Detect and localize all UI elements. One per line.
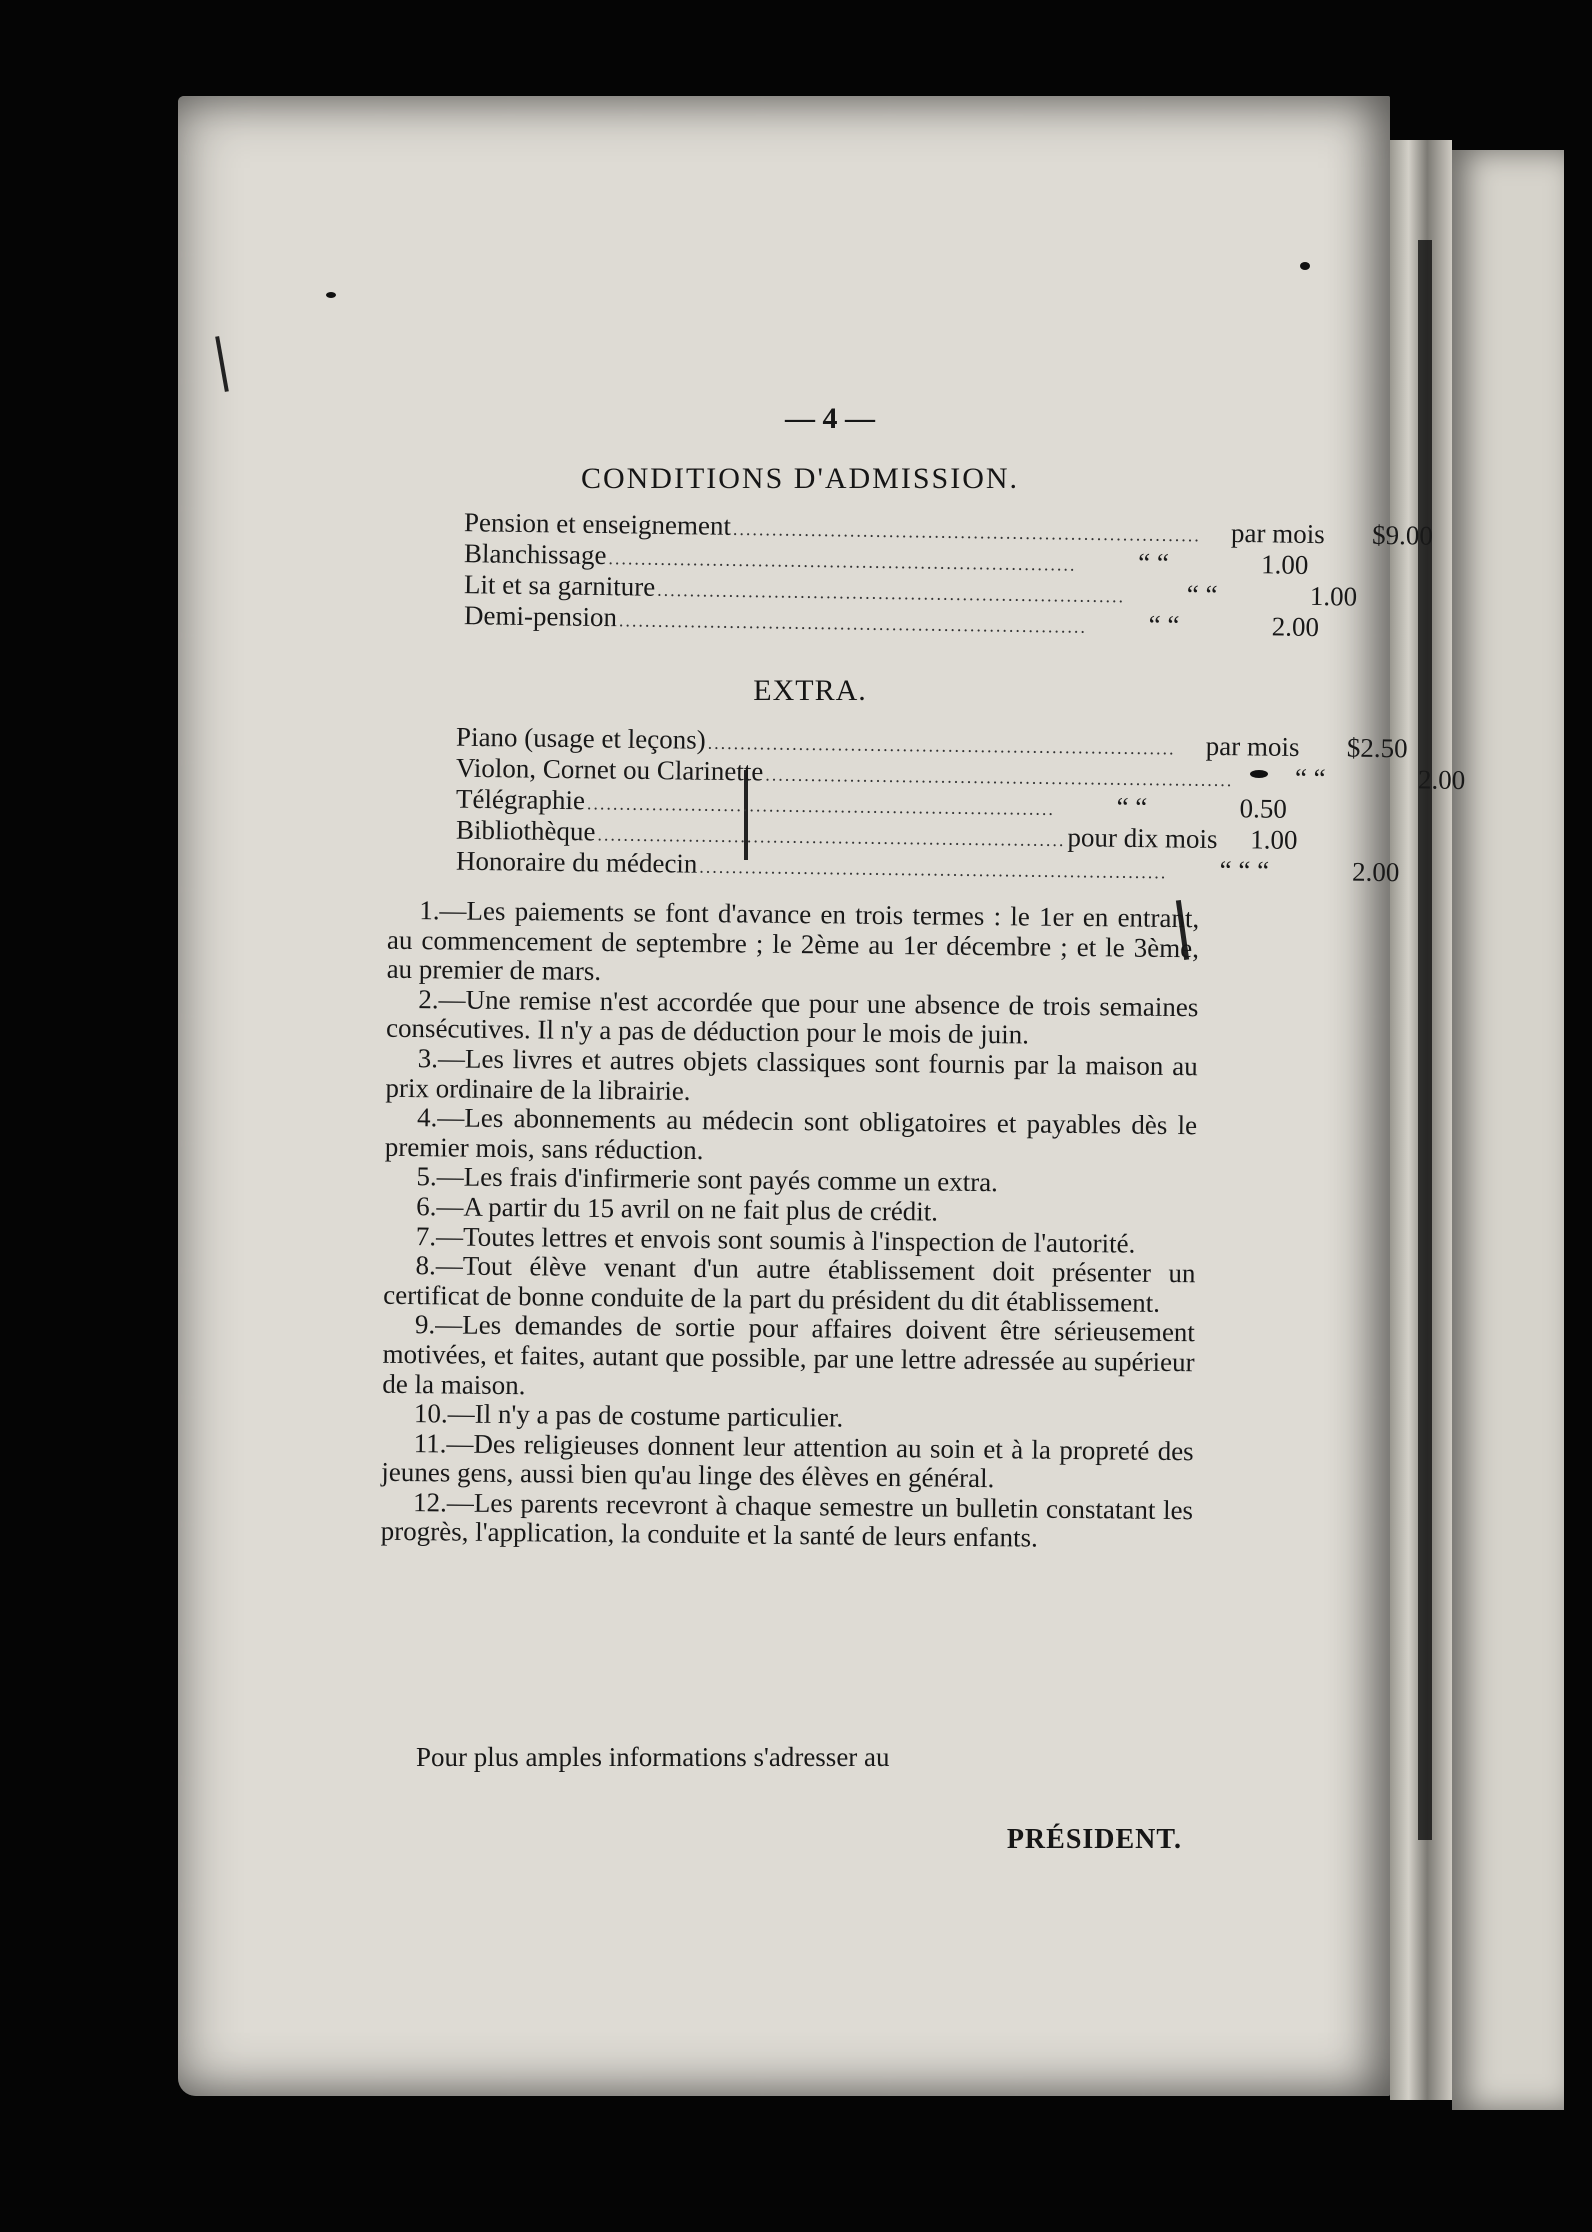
condition-item: 10.—Il n'y a pas de costume particulier. <box>413 1398 844 1433</box>
leader-dots: ........................................................................ <box>608 548 1077 575</box>
fee-period: “ “ <box>1294 762 1326 794</box>
condition-item: 2.—Une remise n'est accordée que pour une absence de trois semaines consécutives. Il n'y a pas de déduction pour le mois de juin. <box>385 983 1199 1050</box>
fee-label: Blanchissage <box>463 538 607 571</box>
closing-line: Pour plus amples informations s'adresser au <box>416 1742 890 1772</box>
condition-item: 3.—Les livres et autres objets classiques sont fournis par la maison au prix ordinaire de la librairie. <box>385 1043 1198 1106</box>
condition-item: 11.—Des religieuses donnent leur attention au soin et à la propreté des jeunes gens, aussi bien qu'au linge des élèves en général. <box>381 1427 1194 1494</box>
extra-fee-table <box>455 721 1466 888</box>
fee-period: “ “ <box>1186 579 1218 610</box>
admission-fee-table <box>463 507 1434 643</box>
fee-label: Bibliothèque <box>455 814 596 847</box>
fee-price: $2.50 <box>1346 732 1408 764</box>
fee-label: Violon, Cornet ou Clarinette <box>455 752 764 787</box>
leader-dots: ........................................................................ <box>586 793 1056 819</box>
condition-item: 1.—Les paiements se font d'avance en trois termes : le 1er en entrant, au commencement de septembre ; le 2ème au 1er décembre ; et le 3ème, au premier de mars. <box>386 895 1200 987</box>
fee-price: 1.00 <box>1309 580 1358 612</box>
fee-label: Lit et sa garniture <box>463 569 656 602</box>
adjacent-page-edge <box>1452 150 1564 2110</box>
leader-dots: ........................................................................ <box>732 518 1202 546</box>
fee-label: Piano (usage et leçons) <box>455 721 706 755</box>
condition-item: 9.—Les demandes de sortie pour affaires doivent être sérieusement motivées, et faites, autant que possible, par une lettre adressée au supérieur de la maison. <box>382 1309 1196 1400</box>
fee-label: Télégraphie <box>455 783 586 816</box>
fee-period: “ “ <box>1116 791 1148 823</box>
fee-period: “ “ <box>1148 609 1180 641</box>
condition-item: 7.—Toutes lettres et envois sont soumis à l'inspection de l'autorité. <box>415 1220 1136 1259</box>
fee-price: $9.00 <box>1371 519 1434 551</box>
leader-dots: ........................................................................ <box>618 610 1088 637</box>
fee-period: “ “ “ <box>1219 855 1270 886</box>
leader-dots: ........................................................................ <box>765 764 1234 791</box>
conditions-list <box>381 896 1200 1556</box>
condition-item: 8.—Tout élève venant d'un autre établissement doit présenter un certificat de bonne conduite de la part du président du dit établissement. <box>383 1250 1196 1318</box>
fee-label: Demi-pension <box>463 600 618 633</box>
condition-item: 6.—A partir du 15 avril on ne fait plus de crédit. <box>416 1191 939 1227</box>
fee-price: 0.50 <box>1239 793 1288 824</box>
condition-item: 4.—Les abonnements au médecin sont obligatoires et payables dès le premier mois, sans réduction. <box>384 1102 1198 1165</box>
signature: PRÉSIDENT. <box>1006 1824 1182 1855</box>
fee-period: “ “ <box>1137 547 1170 578</box>
extra-heading: EXTRA. <box>753 674 867 707</box>
fee-period: par mois <box>1205 730 1300 762</box>
binding-shadow <box>1418 240 1432 1840</box>
leader-dots: ........................................................................ <box>597 824 1066 851</box>
fee-price: 2.00 <box>1271 611 1320 643</box>
fee-price: 2.00 <box>1351 856 1400 888</box>
fee-price: 1.00 <box>1250 824 1298 855</box>
scan-speck <box>1300 262 1310 270</box>
scan-speck <box>326 292 336 298</box>
condition-item: 12.—Les parents recevront à chaque semestre un bulletin constatant les progrès, l'application, la conduite et la santé de leurs enfants. <box>380 1486 1194 1554</box>
fee-price: 1.00 <box>1260 549 1309 580</box>
leader-dots: ........................................................................ <box>657 579 1126 607</box>
fee-label: Pension et enseignement <box>463 507 732 541</box>
leader-dots: ........................................................................ <box>707 732 1176 759</box>
condition-item: 5.—Les frais d'infirmerie sont payés comme un extra. <box>416 1161 999 1198</box>
page-title: CONDITIONS D'ADMISSION. <box>580 462 1020 495</box>
fee-label: Honoraire du médecin <box>455 845 698 879</box>
page-number: — 4 — <box>785 402 875 435</box>
fee-period: par mois <box>1230 517 1325 550</box>
fee-price: 2.00 <box>1417 764 1466 796</box>
leader-dots: ........................................................................ <box>699 856 1168 883</box>
fee-period: pour dix mois <box>1067 822 1218 854</box>
